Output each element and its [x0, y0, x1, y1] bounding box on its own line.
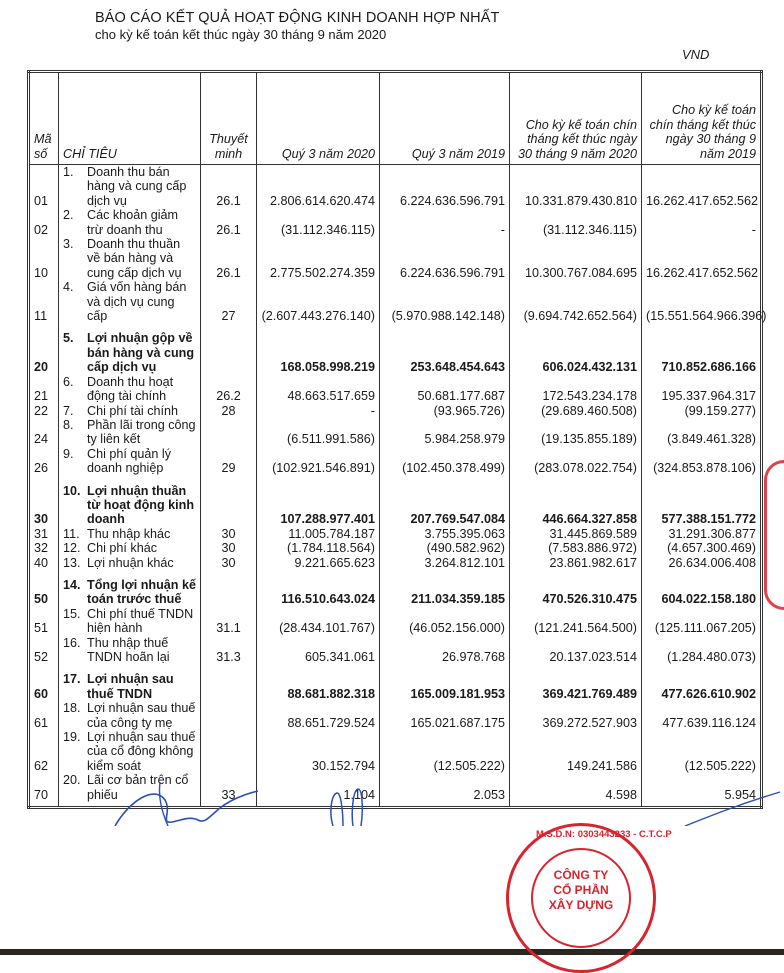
row-item-label: Doanh thu bán hàng và cung cấp dịch vụ — [87, 165, 187, 208]
row-ytd-2020: 172.543.234.178 — [510, 375, 642, 404]
row-item — [59, 556, 201, 570]
row-ytd-2019: (324.853.878.106) — [642, 447, 762, 476]
row-note — [201, 418, 257, 447]
col-header-ytd-2020: Cho kỳ kế toán chín tháng kết thúc ngày 30 tháng 9 năm 2020 — [510, 72, 642, 165]
seal-line-3: XÂY DỰNG — [548, 898, 614, 912]
row-q3-2020: (28.434.101.767) — [257, 607, 380, 636]
row-ytd-2019: (1.284.480.073) — [642, 636, 762, 665]
row-item-number: 14. — [63, 577, 81, 592]
row-item — [59, 541, 201, 555]
row-ytd-2019: (99.159.277) — [642, 404, 762, 418]
row-item — [59, 664, 201, 701]
row-item-label: Lợi nhuận khác — [87, 555, 174, 570]
row-code: 11 — [29, 280, 59, 323]
row-ytd-2020: 10.300.767.084.695 — [510, 237, 642, 280]
row-code: 24 — [29, 418, 59, 447]
row-note: 26.1 — [201, 165, 257, 209]
row-ytd-2020: 31.445.869.589 — [510, 527, 642, 541]
row-item-label: Chi phí khác — [87, 541, 158, 556]
row-ytd-2019: 26.634.006.408 — [642, 556, 762, 570]
row-item-number: 2. — [63, 208, 74, 223]
row-note: 27 — [201, 280, 257, 323]
row-ytd-2019: 16.262.417.652.562 — [642, 237, 762, 280]
row-item-label: Các khoản giảm trừ doanh thu — [87, 208, 179, 237]
col-header-q3-2019: Quý 3 năm 2019 — [380, 72, 510, 165]
row-q3-2019: 165.009.181.953 — [380, 664, 510, 701]
row-item-number: 10. — [63, 483, 81, 498]
col-header-item: CHỈ TIÊU — [59, 72, 201, 165]
row-item-number: 18. — [63, 701, 81, 716]
row-q3-2020: 30.152.794 — [257, 730, 380, 773]
row-q3-2020: 9.221.665.623 — [257, 556, 380, 570]
row-q3-2020: 1.104 — [257, 773, 380, 807]
row-item-label: Lãi cơ bản trên cổ phiếu — [87, 773, 189, 802]
row-q3-2019: 26.978.768 — [380, 636, 510, 665]
row-q3-2020: (6.511.991.586) — [257, 418, 380, 447]
row-item-number: 3. — [63, 237, 74, 252]
row-item-number: 16. — [63, 635, 81, 650]
row-ytd-2019: (12.505.222) — [642, 730, 762, 773]
row-item-number: 15. — [63, 606, 81, 621]
table-row — [29, 418, 762, 447]
row-note: 31.3 — [201, 636, 257, 665]
row-item — [59, 280, 201, 323]
table-row — [29, 208, 762, 237]
report-header — [95, 10, 499, 43]
row-q3-2020: - — [257, 404, 380, 418]
row-code: 40 — [29, 556, 59, 570]
col-header-note: Thuyết minh — [201, 72, 257, 165]
table-row — [29, 730, 762, 773]
row-ytd-2019: 577.388.151.772 — [642, 476, 762, 527]
row-note — [201, 664, 257, 701]
row-item-label: Lợi nhuận sau thuế TNDN — [87, 672, 174, 701]
col-header-code: Mã số — [29, 72, 59, 165]
row-item-label: Lợi nhuận thuần từ hoạt động kinh doanh — [87, 483, 195, 527]
row-note: 28 — [201, 404, 257, 418]
row-item-number: 4. — [63, 280, 74, 295]
row-ytd-2019: 195.337.964.317 — [642, 375, 762, 404]
row-ytd-2020: 23.861.982.617 — [510, 556, 642, 570]
row-note: 29 — [201, 447, 257, 476]
table-row — [29, 541, 762, 555]
row-note — [201, 476, 257, 527]
row-ytd-2019: 5.954 — [642, 773, 762, 807]
row-ytd-2020: (31.112.346.115) — [510, 208, 642, 237]
seal-line-1: CÔNG TY — [553, 868, 609, 882]
row-code: 32 — [29, 541, 59, 555]
row-q3-2019: (102.450.378.499) — [380, 447, 510, 476]
table-row — [29, 636, 762, 665]
row-note — [201, 570, 257, 607]
row-note: 30 — [201, 541, 257, 555]
row-item-label: Thu nhập thuế TNDN hoãn lại — [87, 635, 170, 664]
row-ytd-2019: 16.262.417.652.562 — [642, 165, 762, 209]
company-seal-inner — [531, 848, 631, 948]
row-item-label: Giá vốn hàng bán và dịch vụ cung cấp — [87, 280, 187, 324]
row-item-label: Phần lãi trong công ty liên kết — [87, 417, 196, 447]
row-note: 31.1 — [201, 607, 257, 636]
row-q3-2019: 253.648.454.643 — [380, 323, 510, 374]
row-item-label: Doanh thu hoạt động tài chính — [87, 374, 174, 404]
row-q3-2020: 605.341.061 — [257, 636, 380, 665]
row-item — [59, 404, 201, 418]
table-body — [29, 165, 767, 808]
row-ytd-2020: 149.241.586 — [510, 730, 642, 773]
row-ytd-2020: (283.078.022.754) — [510, 447, 642, 476]
row-note: 26.1 — [201, 208, 257, 237]
table-row — [29, 607, 762, 636]
row-note — [201, 323, 257, 374]
row-ytd-2019: - — [642, 208, 762, 237]
row-note: 30 — [201, 556, 257, 570]
row-ytd-2020: 446.664.327.858 — [510, 476, 642, 527]
row-q3-2019: (490.582.962) — [380, 541, 510, 555]
table-row — [29, 323, 762, 374]
row-item — [59, 208, 201, 237]
row-code: 52 — [29, 636, 59, 665]
col-header-q3-2020: Quý 3 năm 2020 — [257, 72, 380, 165]
row-item-label: Lợi nhuận gộp về bán hàng và cung cấp dịch vụ — [87, 331, 195, 375]
row-q3-2020: (31.112.346.115) — [257, 208, 380, 237]
row-ytd-2019: (4.657.300.469) — [642, 541, 762, 555]
row-item-number: 9. — [63, 446, 74, 461]
row-note: 33 — [201, 773, 257, 807]
row-ytd-2020: 369.421.769.489 — [510, 664, 642, 701]
row-item — [59, 570, 201, 607]
row-ytd-2020: 606.024.432.131 — [510, 323, 642, 374]
row-item — [59, 701, 201, 730]
row-q3-2019: 165.021.687.175 — [380, 701, 510, 730]
row-code: 21 — [29, 375, 59, 404]
table-row — [29, 237, 762, 280]
row-q3-2019: 2.053 — [380, 773, 510, 807]
row-code: 22 — [29, 404, 59, 418]
row-q3-2019: 207.769.547.084 — [380, 476, 510, 527]
row-ytd-2020: (9.694.742.652.564) — [510, 280, 642, 323]
row-ytd-2020: 10.331.879.430.810 — [510, 165, 642, 209]
table-row — [29, 476, 762, 527]
row-ytd-2019: (125.111.067.205) — [642, 607, 762, 636]
row-q3-2019: 6.224.636.596.791 — [380, 165, 510, 209]
row-ytd-2019: 31.291.306.877 — [642, 527, 762, 541]
seal-ring-text: M.S.D.N: 0303443233 - C.T.C.P — [536, 829, 672, 840]
row-q3-2020: 168.058.998.219 — [257, 323, 380, 374]
page-bottom-edge — [0, 949, 784, 955]
table-row — [29, 664, 762, 701]
row-item-number: 13. — [63, 555, 81, 570]
row-ytd-2020: 20.137.023.514 — [510, 636, 642, 665]
row-item-label: Chi phí thuế TNDN hiện hành — [87, 606, 194, 636]
row-note: 26.2 — [201, 375, 257, 404]
row-q3-2020: 2.775.502.274.359 — [257, 237, 380, 280]
row-code: 51 — [29, 607, 59, 636]
row-item-number: 17. — [63, 672, 81, 687]
report-title: BÁO CÁO KẾT QUẢ HOẠT ĐỘNG KINH DOANH HỢP NHẤT — [95, 10, 500, 26]
row-q3-2020: 48.663.517.659 — [257, 375, 380, 404]
row-item — [59, 476, 201, 527]
row-q3-2019: 6.224.636.596.791 — [380, 237, 510, 280]
row-q3-2020: 116.510.643.024 — [257, 570, 380, 607]
row-item-number: 20. — [63, 773, 81, 788]
row-item — [59, 237, 201, 280]
row-q3-2019: (12.505.222) — [380, 730, 510, 773]
row-note — [201, 730, 257, 773]
row-code: 60 — [29, 664, 59, 701]
row-q3-2020: 88.681.882.318 — [257, 664, 380, 701]
company-seal-partial — [764, 460, 784, 610]
row-ytd-2019: (3.849.461.328) — [642, 418, 762, 447]
signature-left — [110, 780, 260, 826]
row-q3-2020: (2.607.443.276.140) — [257, 280, 380, 323]
row-ytd-2020: (29.689.460.508) — [510, 404, 642, 418]
table-row — [29, 375, 762, 404]
row-ytd-2020: 4.598 — [510, 773, 642, 807]
row-item-number: 8. — [63, 417, 74, 432]
row-ytd-2019: 710.852.686.166 — [642, 323, 762, 374]
table-row — [29, 556, 762, 570]
table-row — [29, 404, 762, 418]
row-ytd-2019: 604.022.158.180 — [642, 570, 762, 607]
row-code: 62 — [29, 730, 59, 773]
row-item-label: Tổng lợi nhuận kế toán trước thuế — [87, 577, 197, 607]
row-ytd-2020: 470.526.310.475 — [510, 570, 642, 607]
row-item — [59, 447, 201, 476]
row-q3-2019: 211.034.359.185 — [380, 570, 510, 607]
table-row — [29, 447, 762, 476]
row-q3-2020: (102.921.546.891) — [257, 447, 380, 476]
signature-middle — [325, 785, 375, 826]
row-ytd-2019: 477.626.610.902 — [642, 664, 762, 701]
table-row — [29, 165, 762, 209]
report-subtitle: cho kỳ kế toán kết thúc ngày 30 tháng 9 năm 2020 — [95, 27, 387, 42]
row-item — [59, 375, 201, 404]
row-item-number: 7. — [63, 403, 74, 418]
row-item — [59, 730, 201, 773]
row-q3-2019: (5.970.988.142.148) — [380, 280, 510, 323]
company-seal — [506, 823, 656, 973]
table-row — [29, 280, 762, 323]
row-q3-2019: 50.681.177.687 — [380, 375, 510, 404]
row-code: 10 — [29, 237, 59, 280]
row-item — [59, 527, 201, 541]
row-code: 26 — [29, 447, 59, 476]
row-code: 31 — [29, 527, 59, 541]
row-item-number: 6. — [63, 374, 74, 389]
row-q3-2019: (46.052.156.000) — [380, 607, 510, 636]
row-code: 01 — [29, 165, 59, 209]
row-item — [59, 607, 201, 636]
table-header-row — [29, 72, 762, 165]
table-row — [29, 527, 762, 541]
row-q3-2019: 3.755.395.063 — [380, 527, 510, 541]
row-code: 70 — [29, 773, 59, 807]
row-ytd-2020: (19.135.855.189) — [510, 418, 642, 447]
row-ytd-2020: 369.272.527.903 — [510, 701, 642, 730]
row-item-label: Chi phí tài chính — [87, 403, 179, 418]
row-item — [59, 636, 201, 665]
row-item — [59, 165, 201, 209]
row-item-label: Chi phí quản lý doanh nghiệp — [87, 446, 172, 476]
row-q3-2020: 107.288.977.401 — [257, 476, 380, 527]
row-code: 61 — [29, 701, 59, 730]
table-row — [29, 570, 762, 607]
col-header-ytd-2019: Cho kỳ kế toán chín tháng kết thúc ngày 30 tháng 9 năm 2019 — [642, 72, 762, 165]
row-q3-2020: 2.806.614.620.474 — [257, 165, 380, 209]
row-item-number: 12. — [63, 541, 81, 556]
row-item-label: Lợi nhuận sau thuế của công ty mẹ — [87, 701, 196, 730]
row-code: 20 — [29, 323, 59, 374]
row-q3-2020: 11.005.784.187 — [257, 527, 380, 541]
row-item — [59, 418, 201, 447]
signature-right — [680, 790, 784, 826]
row-q3-2020: 88.651.729.524 — [257, 701, 380, 730]
table-row — [29, 701, 762, 730]
row-note: 26.1 — [201, 237, 257, 280]
row-code: 30 — [29, 476, 59, 527]
row-ytd-2020: (121.241.564.500) — [510, 607, 642, 636]
row-item-label: Lợi nhuận sau thuế của cổ đông không kiểm soát — [87, 730, 196, 773]
row-q3-2019: (93.965.726) — [380, 404, 510, 418]
row-ytd-2019: (15.551.564.966.396) — [642, 280, 762, 323]
row-note: 30 — [201, 527, 257, 541]
row-q3-2019: 3.264.812.101 — [380, 556, 510, 570]
row-q3-2019: - — [380, 208, 510, 237]
row-item-label: Thu nhập khác — [87, 526, 171, 541]
row-ytd-2019: 477.639.116.124 — [642, 701, 762, 730]
row-item-number: 5. — [63, 331, 74, 346]
row-item — [59, 323, 201, 374]
seal-line-2: CỔ PHẦN — [553, 883, 609, 897]
row-ytd-2020: (7.583.886.972) — [510, 541, 642, 555]
row-code: 50 — [29, 570, 59, 607]
row-q3-2019: 5.984.258.979 — [380, 418, 510, 447]
income-statement-table — [27, 70, 767, 809]
row-item-number: 19. — [63, 730, 81, 745]
row-item-number: 1. — [63, 165, 74, 179]
row-q3-2020: (1.784.118.564) — [257, 541, 380, 555]
row-note — [201, 701, 257, 730]
row-item-label: Doanh thu thuần về bán hàng và cung cấp dịch vụ — [87, 237, 182, 280]
currency-label: VND — [682, 47, 710, 62]
row-code: 02 — [29, 208, 59, 237]
row-item-number: 11. — [63, 526, 80, 541]
